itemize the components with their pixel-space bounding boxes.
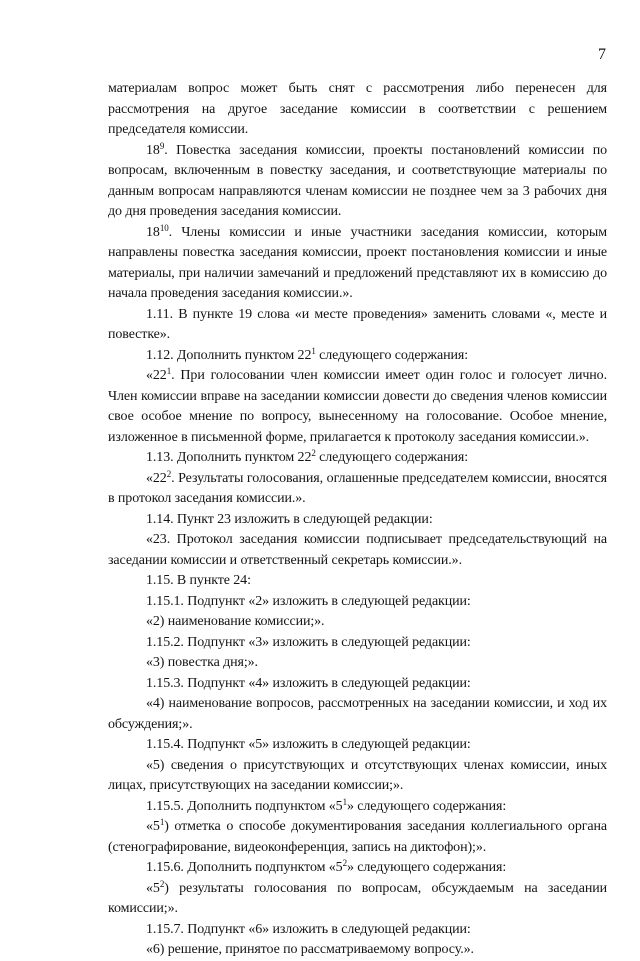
paragraph — [108, 817, 607, 858]
document-body — [108, 79, 607, 961]
text-run: ) отметка о способе документирования заседания коллегиального органа (стенографирование, видеоконференция, запись на диктофон);». — [108, 819, 607, 855]
text-run: » следующего содержания: — [346, 860, 507, 875]
paragraph — [108, 346, 607, 367]
paragraph — [108, 858, 607, 879]
paragraph — [108, 612, 607, 633]
paragraph — [108, 223, 607, 305]
text-run: . Члены комиссии и иные участники заседания комиссии, которым направлены повестка заседания комиссии, проект постановления комиссии и иные материалы, при наличии замечаний и предложений представляют их в комиссию до начала проведения заседания комиссии.». — [108, 224, 607, 301]
text-run: 1.11. В пункте 19 слова «и месте проведения» заменить словами «, месте и повестке». — [108, 306, 607, 342]
text-run: «2) наименование комиссии;». — [146, 614, 325, 629]
paragraph — [108, 735, 607, 756]
paragraph — [108, 879, 607, 920]
paragraph — [108, 592, 607, 613]
paragraph — [108, 920, 607, 941]
page-number: 7 — [598, 46, 606, 63]
text-run: «6) решение, принятое по рассматриваемому вопросу.». — [146, 942, 474, 957]
text-run: «5 — [146, 880, 160, 896]
text-run: «3) повестка дня;». — [146, 655, 258, 670]
paragraph — [108, 694, 607, 735]
superscript: 2 — [342, 858, 347, 868]
text-run: следующего содержания: — [315, 347, 469, 363]
paragraph — [108, 141, 607, 223]
text-run: 1.15.1. Подпункт «2» изложить в следующей редакции: — [146, 593, 471, 609]
paragraph — [108, 797, 607, 818]
paragraph — [108, 530, 607, 571]
text-run: 18 — [146, 224, 160, 240]
paragraph — [108, 633, 607, 654]
text-run: 1.15.7. Подпункт «6» изложить в следующей редакции: — [146, 921, 471, 937]
text-run: 1.15.6. Дополнить подпунктом «5 — [146, 860, 343, 875]
paragraph — [108, 940, 607, 961]
superscript: 1 — [166, 366, 172, 376]
superscript: 2 — [159, 878, 165, 889]
paragraph — [108, 653, 607, 674]
paragraph — [108, 79, 607, 141]
paragraph — [108, 469, 607, 510]
paragraph — [108, 510, 607, 531]
text-run: следующего содержания: — [315, 450, 469, 465]
text-run: 1.15.4. Подпункт «5» изложить в следующей редакции: — [146, 737, 471, 752]
superscript: 1 — [342, 796, 347, 807]
text-run: » следующего содержания: — [346, 798, 507, 814]
text-run: . Повестка заседания комиссии, проекты постановлений комиссии по вопросам, включенным в повестку заседания, и соответствующие материалы по данным вопросам направляются членам комиссии не позднее чем за 3 рабочих дня до дня проведения заседания комиссии. — [108, 142, 607, 219]
text-run: 1.13. Дополнить пунктом 22 — [146, 450, 312, 465]
text-run: . Результаты голосования, оглашенные председателем комиссии, вносятся в протокол заседания комиссии.». — [108, 470, 607, 506]
text-run: . При голосовании член комиссии имеет один голос и голосует лично. Член комиссии вправе на заседании комиссии довести до сведения членов комиссии свое особое мнение по вопросу, вынесенному на голосование. Особое мнение, изложенное в письменной форме, прилагается к протоколу заседания комиссии.». — [108, 368, 607, 445]
superscript: 2 — [166, 468, 172, 479]
text-run: ) результаты голосования по вопросам, обсуждаемым на заседании комиссии;». — [108, 880, 607, 916]
text-run: «5) сведения о присутствующих и отсутствующих членах комиссии, иных лицах, присутствующих на заседании комиссии;». — [108, 757, 607, 793]
text-run: 1.15.5. Дополнить подпунктом «5 — [146, 798, 343, 814]
superscript: 1 — [311, 345, 316, 356]
text-run: «22 — [146, 470, 167, 486]
text-run: «22 — [146, 368, 167, 383]
text-run: 1.12. Дополнить пунктом 22 — [146, 347, 312, 363]
superscript: 2 — [311, 448, 316, 458]
superscript: 1 — [159, 817, 165, 827]
text-run: 1.15. В пункте 24: — [146, 573, 251, 588]
paragraph — [108, 366, 607, 448]
text-run: «23. Протокол заседания комиссии подписывает председательствующий на заседании комиссии и ответственный секретарь комиссии.». — [108, 532, 607, 568]
text-run: 1.14. Пункт 23 изложить в следующей редакции: — [146, 511, 433, 527]
paragraph — [108, 448, 607, 469]
paragraph — [108, 305, 607, 346]
paragraph — [108, 756, 607, 797]
text-run: 1.15.2. Подпункт «3» изложить в следующей редакции: — [146, 634, 471, 650]
text-run: 18 — [146, 142, 160, 158]
superscript: 9 — [159, 140, 165, 151]
text-run: 1.15.3. Подпункт «4» изложить в следующей редакции: — [146, 675, 471, 691]
text-run: «4) наименование вопросов, рассмотренных на заседании комиссии, и ход их обсуждения;». — [108, 696, 607, 732]
text-run: «5 — [146, 819, 160, 834]
superscript: 10 — [159, 222, 169, 233]
paragraph — [108, 674, 607, 695]
paragraph — [108, 571, 607, 592]
text-run: материалам вопрос может быть снят с рассмотрения либо перенесен для рассмотрения на другое заседание комиссии в соответствии с решением председателя комиссии. — [108, 81, 607, 137]
